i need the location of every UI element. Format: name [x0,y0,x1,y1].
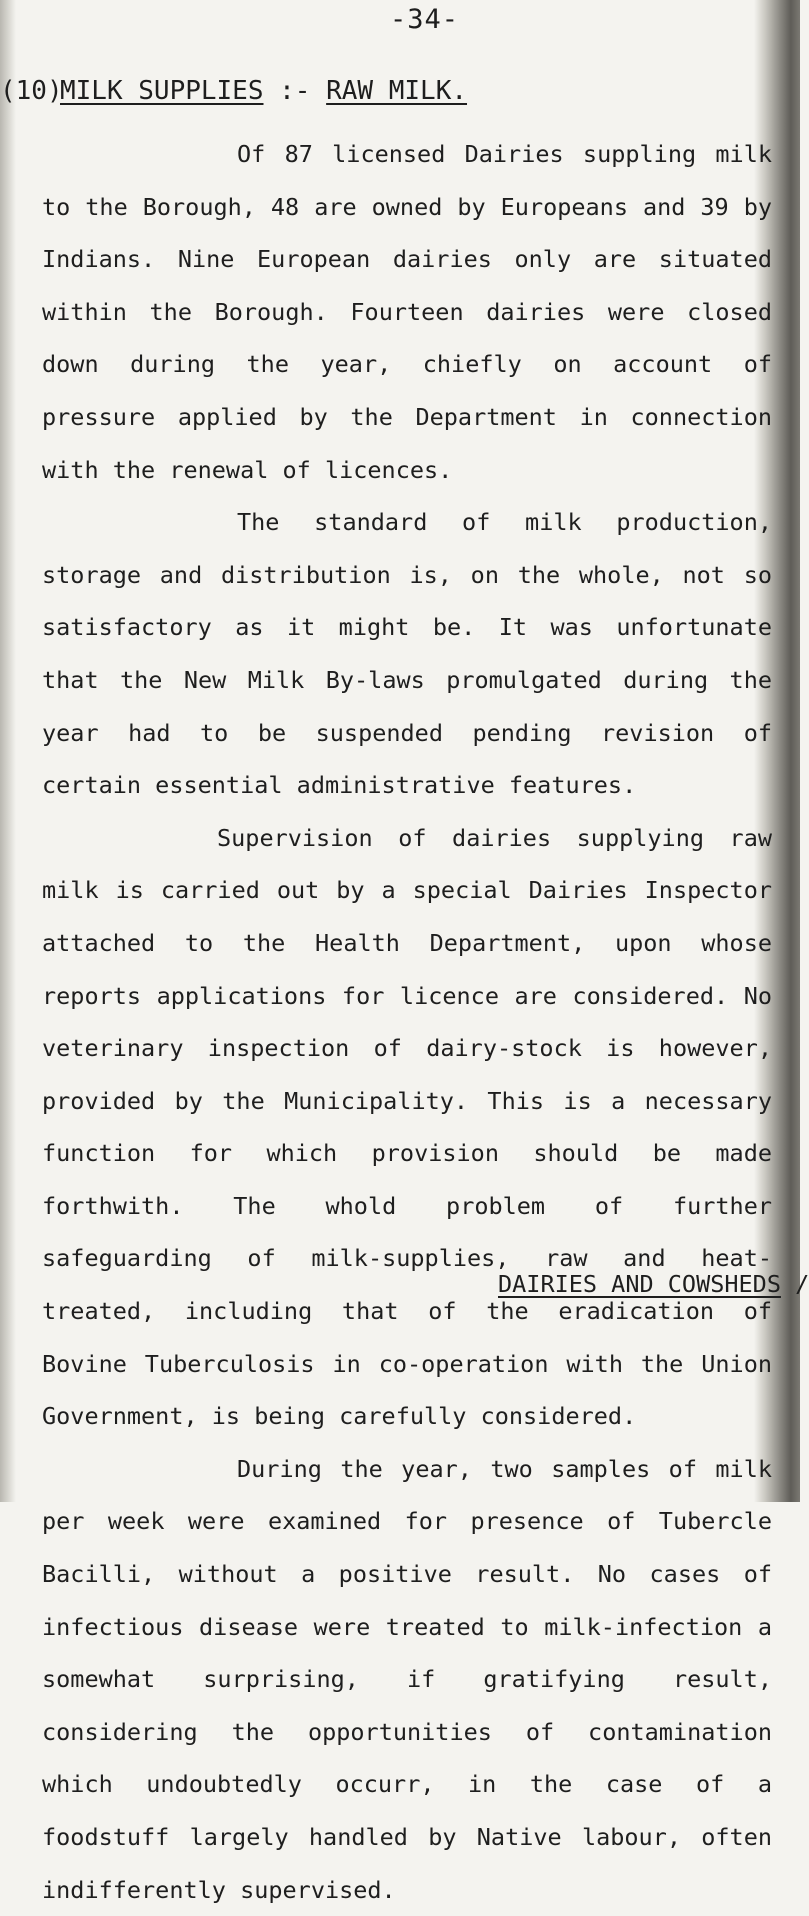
page-number: -34- [390,4,460,35]
continuation-mark: / [795,1270,809,1298]
section-number: (10) [0,76,63,106]
heading-title: MILK SUPPLIES [60,76,264,106]
paragraph-1: Of 87 licensed Dairies suppling milk to the Borough, 48 are owned by Europeans and 39 by Indians. Nine European dairies only are situated within the Borough. Fourteen dairies were closed down during the year, chiefly on account of pressure applied by the Department in connection with the renewal of licences. [42,140,772,484]
heading-subtitle: RAW MILK. [326,76,468,106]
heading-main [60,76,467,106]
scan-shadow-left [0,0,16,1502]
paragraph-2: The standard of milk production, storage and distribution is, on the whole, not so satisfactory as it might be. It was unfortunate that the New Milk By-laws promulgated during the year had to be suspended pending revision of certain essential administrative features. [42,508,772,800]
paragraph-4: During the year, two samples of milk per week were examined for presence of Tubercle Bacilli, without a positive result. No cases of infectious disease were treated to milk-infection a somewhat surprising, if gratifying result, considering the opportunities of contamination which undoubtedly occurr, in the case of a foodstuff largely handled by Native labour, often indifferently supervised. [42,1454,772,1904]
body-text [42,128,772,1916]
next-section-catchword [498,1270,809,1298]
heading-separator: :- [279,76,311,106]
catchword-text: DAIRIES AND COWSHEDS [498,1270,781,1298]
paragraph-3: Supervision of dairies supplying raw milk is carried out by a special Dairies Inspector attached to the Health Department, upon whose reports applications for licence are considered. No veterinary inspection of dairy-stock is however, provided by the Municipality. This is a necessary function for which provision should be made forthwith. The whold problem of further safeguarding of milk-supplies, raw and heat-treated, including that of the eradication of Bovine Tuberculosis in co-operation with the Union Government, is being carefully considered. [42,823,772,1431]
